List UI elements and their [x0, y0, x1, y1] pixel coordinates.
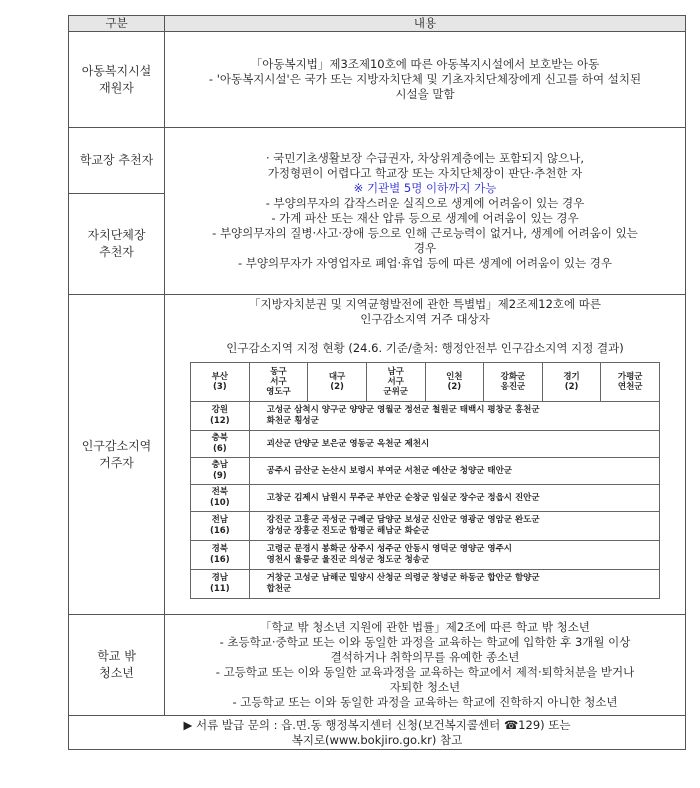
region-districts: 공주시 금산군 논산시 보령시 부여군 서천군 예산군 청양군 태안군 [249, 458, 659, 485]
header-cell: 경기 (2) [542, 363, 601, 402]
region-name: 충남 (9) [191, 458, 250, 485]
table-row [191, 485, 660, 512]
label-local-recommend: 자치단체장 추천자 [69, 194, 165, 295]
header-cell: 동구 서구 영도구 [249, 363, 308, 402]
region-table [190, 362, 660, 599]
header-cell: 인천 (2) [425, 363, 484, 402]
header-category: 구분 [69, 16, 165, 32]
quota-note: ※ 기관별 5명 이하까지 가능 [353, 181, 497, 195]
label-out-of-school: 학교 밖 청소년 [69, 615, 165, 716]
content-out-of-school: 「학교 밖 청소년 지원에 관한 법률」제2조에 따른 학교 밖 청소년 - 초등학교·중학교 또는 이와 동일한 과정을 교육하는 학교에 입학한 후 3개월 이상 결석하거나 취학의무를 유예한 종소년 - 고등학교 또는 이와 동일한 교육과정을 교육하는 학교에서 제적·퇴학처분을 받거나 자퇴한 청소년 - 고등학교 또는 이와 동일한 과정을 교육하는 학교에 진학하지 아니한 청소년 [165, 615, 686, 716]
region-name: 경남 (11) [191, 570, 250, 599]
table-row [191, 402, 660, 431]
header-cell: 강화군 옹진군 [484, 363, 543, 402]
header-cell: 남구 서구 군위군 [366, 363, 425, 402]
header-cell: 대구 (2) [308, 363, 367, 402]
eligibility-table [68, 15, 686, 750]
table-row [191, 570, 660, 599]
region-districts: 거창군 고성군 남해군 밀양시 산청군 의령군 창녕군 하동군 합안군 함양군 합천군 [249, 570, 659, 599]
region-name: 강원 (12) [191, 402, 250, 431]
region-districts: 강진군 고흥군 곡성군 구례군 담양군 보성군 신안군 영광군 영암군 완도군 장성군 장흥군 진도군 함평군 해남군 화순군 [249, 512, 659, 541]
region-name: 전북 (10) [191, 485, 250, 512]
header-cell: 가평군 연천군 [601, 363, 660, 402]
region-name: 충북 (6) [191, 431, 250, 458]
region-name: 전남 (16) [191, 512, 250, 541]
region-districts: 고창군 김제시 남원시 무주군 부안군 순창군 임실군 장수군 정읍시 진안군 [249, 485, 659, 512]
header-cell: 부산 (3) [191, 363, 250, 402]
content-child-welfare: 「아동복지법」제3조제10호에 따른 아동복지시설에서 보호받는 아동 - '아동복지시설'은 국가 또는 지방자치단체 및 기초자치단체장에게 신고를 하여 설치된 시설을 말함 [165, 32, 686, 128]
region-districts: 괴산군 단양군 보은군 영동군 옥천군 제천시 [249, 431, 659, 458]
content-depopulation: 「지방자치분권 및 지역균형발전에 관한 특별법」제2조제12호에 따른 인구감소지역 거주 대상자 인구감소지역 지정 현황 (24.6. 기준/출처: 행정안전부 인구감소지역 지정 결과) 부산 (3) 동구 서구 영도구 대구 (2) 남구 서구 군위군 인천 (2) 강화군 옹진군 경기 (2) 가평군 연천군 강원 (12) 고성군 삼척시 양구군 양양군 영월군 정선군 철원군 태백시 평창군 홍천군 화천군 횡성군 충북 (6) 괴산군 단양군 보은군 영동군 옥천군 제천시 충남 (9) 공주시 금산군 논산시 보령시 부여군 서천군 예산군 청양군 태안군 전북 (10) 고창군 김제시 남원시 무주군 부안군 순창군 임실군 장수군 정읍시 진안군 전남 (16) 강진군 고흥군 곡성군 구례군 담양군 보성군 신안군 영광군 영암군 완도군 장성군 장흥군 진도군 함평군 해남군 화순군 경북 (16) 고령군 문경시 봉화군 상주시 성주군 안동시 영덕군 영양군 영주시 영천시 울릉군 울진군 의성군 청도군 청송군 경남 (11) 거창군 고성군 남해군 밀양시 산청군 의령군 창녕군 하동군 합안군 함양군 합천군 [165, 295, 686, 615]
region-name: 경북 (16) [191, 541, 250, 570]
label-child-welfare: 아동복지시설 재원자 [69, 32, 165, 128]
table-row [191, 512, 660, 541]
footer-inquiry: ▶ 서류 발급 문의 : 읍.면.동 행정복지센터 신청(보건복지콜센터 ☎129) 또는 복지로(www.bokjiro.go.kr) 참고 [69, 716, 686, 750]
region-table-header [191, 363, 660, 402]
table-row [191, 541, 660, 570]
header-content: 내용 [165, 16, 686, 32]
region-table-caption: 인구감소지역 지정 현황 (24.6. 기준/출처: 행정안전부 인구감소지역 지정 결과) [226, 341, 624, 355]
region-districts: 고령군 문경시 봉화군 상주시 성주군 안동시 영덕군 영양군 영주시 영천시 울릉군 울진군 의성군 청도군 청송군 [249, 541, 659, 570]
content-recommend: · 국민기초생활보장 수급권자, 차상위계층에는 포함되지 않으나, 가정형편이 어렵다고 학교장 또는 자치단체장이 판단·추천한 자 ※ 기관별 5명 이하까지 가능 - 부양의무자의 갑작스러운 실직으로 생계에 어려움이 있는 경우 - 가계 파산 또는 재산 압류 등으로 생계에 어려움이 있는 경우 - 부양의무자의 질병·사고·장애 등으로 인해 근로능력이 없거나, 생계에 어려움이 있는 경우 - 부양의무자가 자영업자로 폐업·휴업 등에 따른 생계에 어려움이 있는 경우 [165, 128, 686, 295]
label-depopulation: 인구감소지역 거주자 [69, 295, 165, 615]
region-districts: 고성군 삼척시 양구군 양양군 영월군 정선군 철원군 태백시 평창군 홍천군 화천군 횡성군 [249, 402, 659, 431]
table-row [191, 431, 660, 458]
label-school-recommend: 학교장 추천자 [69, 128, 165, 194]
table-row [191, 458, 660, 485]
